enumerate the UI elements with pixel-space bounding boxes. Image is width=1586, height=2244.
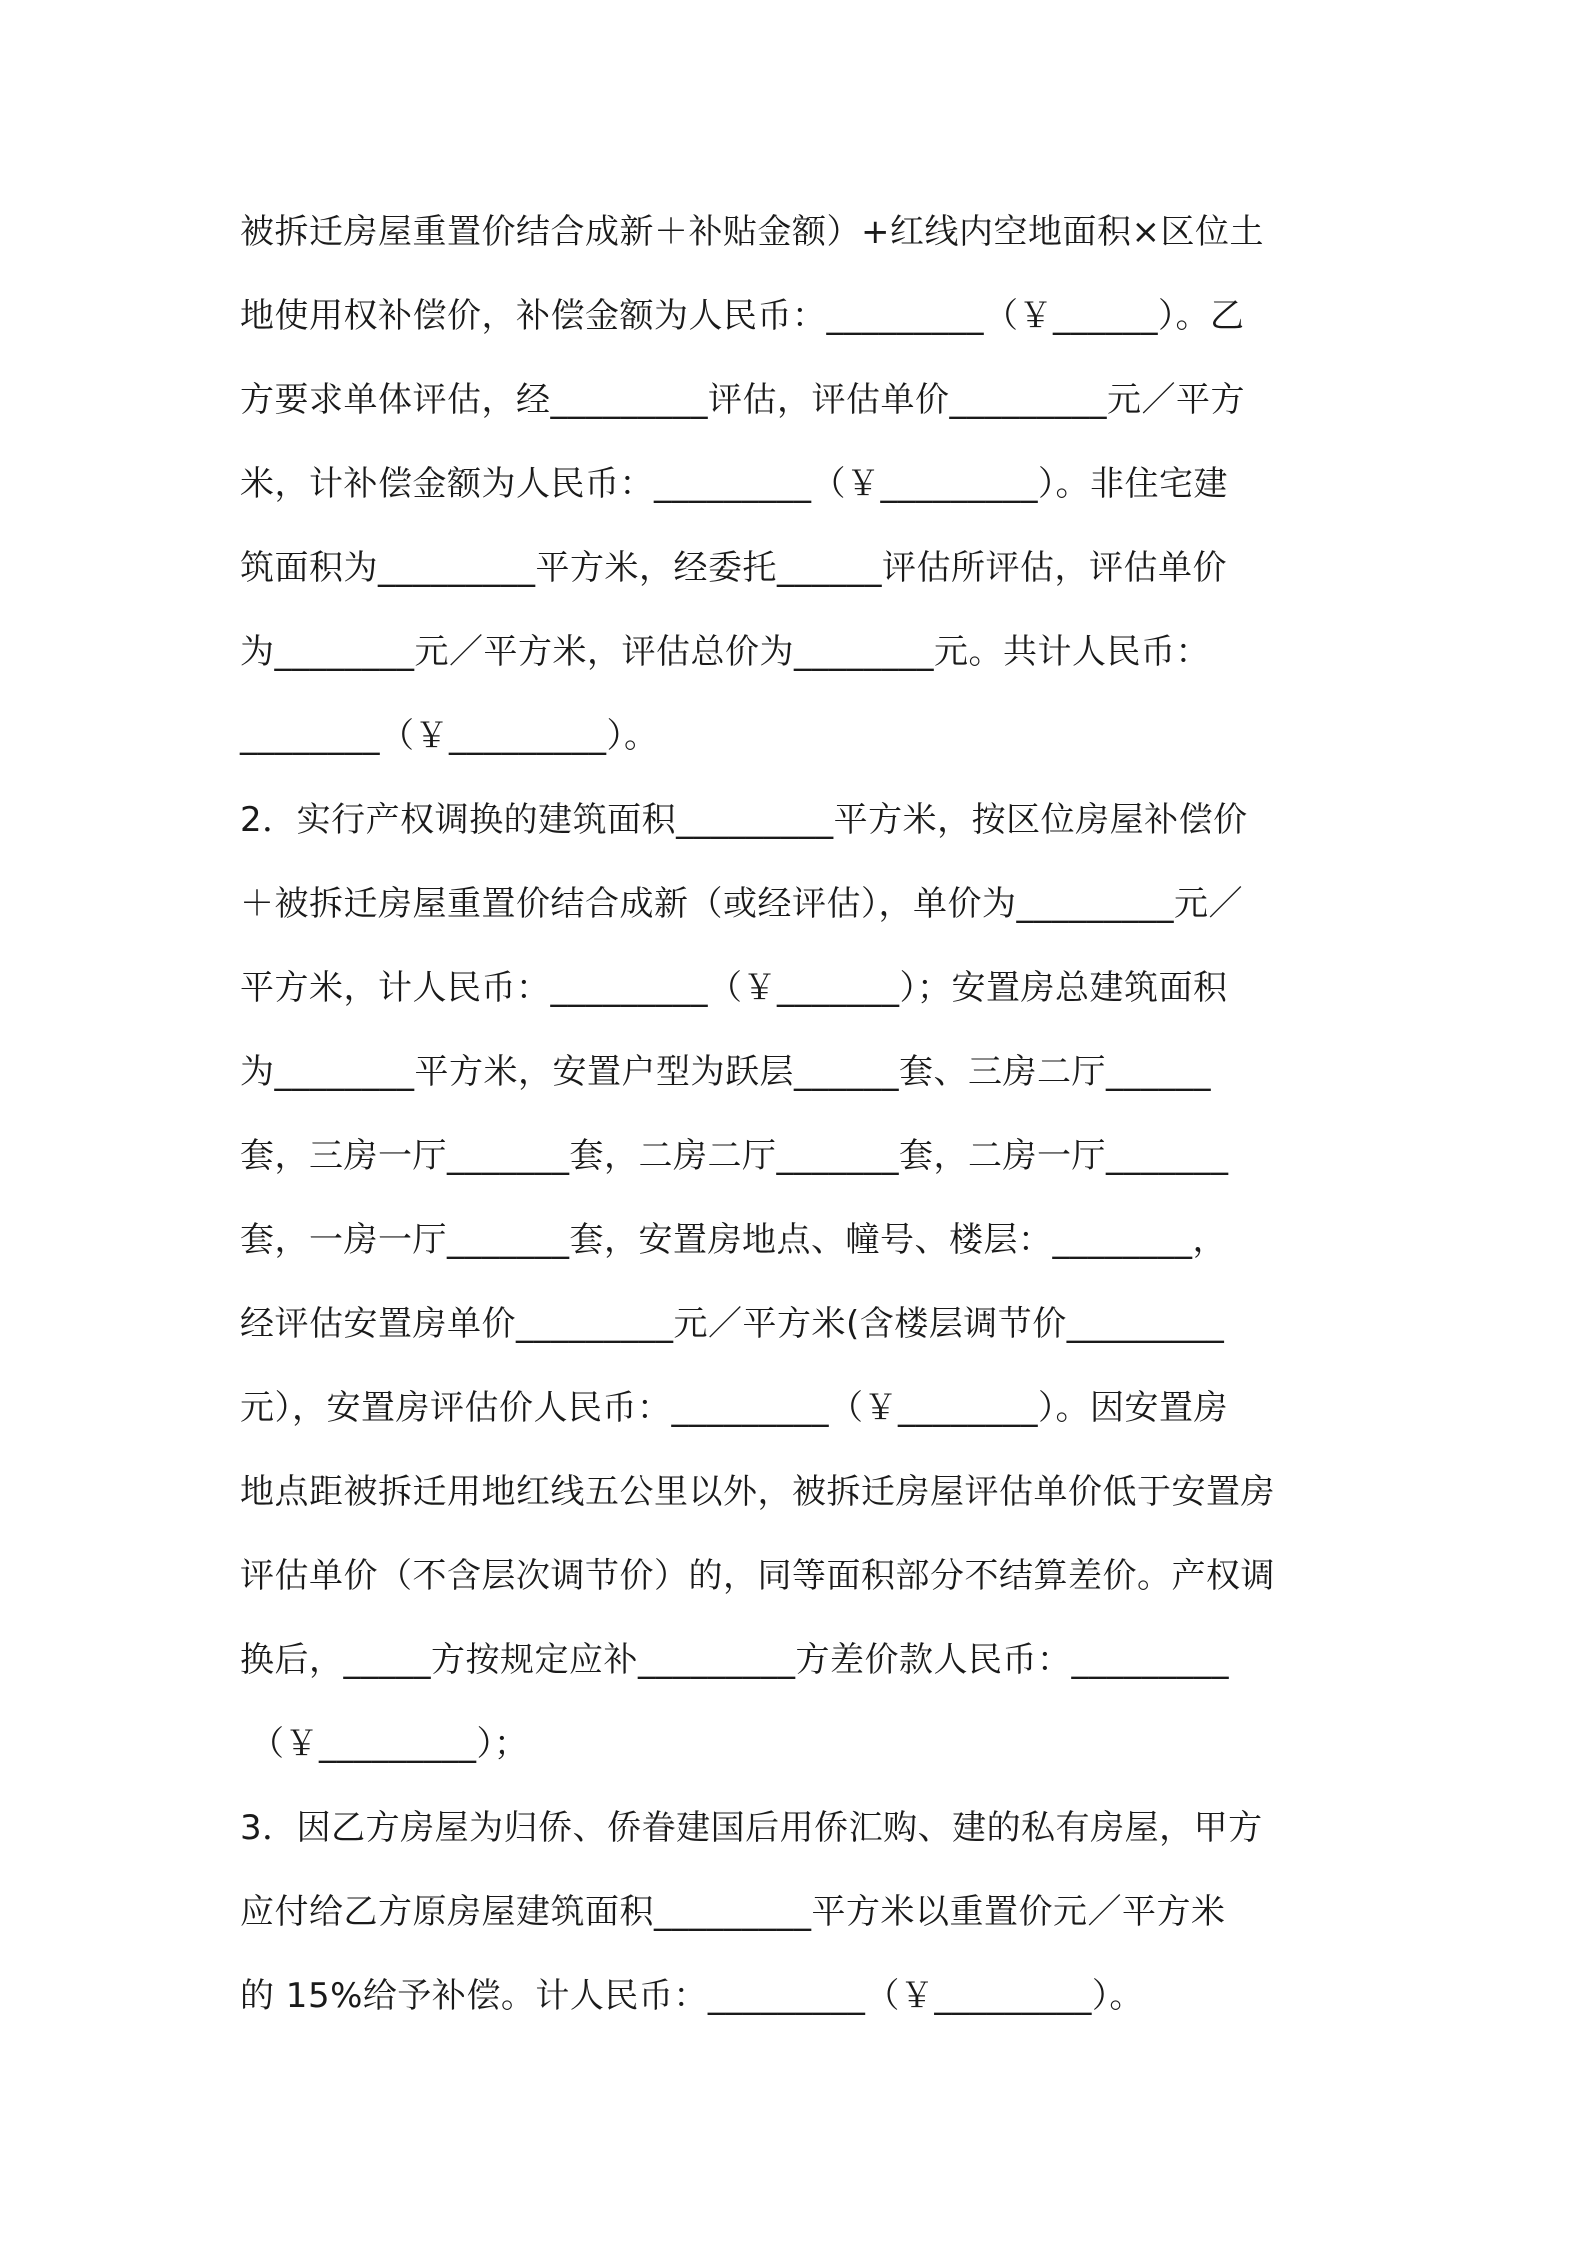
- text-line: 米，计补偿金额为人民币：_________（￥_________）。非住宅建: [240, 464, 1228, 504]
- text-line: ________（￥_________）。: [240, 716, 659, 756]
- text-line: 筑面积为_________平方米，经委托______评估所评估，评估单价: [240, 548, 1227, 588]
- text-line: 的 15%给予补偿。计人民币：_________（￥_________）。: [240, 1976, 1144, 2016]
- document-body: [240, 190, 1360, 2038]
- text-line: 平方米，计人民币：_________（￥_______）；安置房总建筑面积: [240, 968, 1228, 1008]
- text-line: 被拆迁房屋重置价结合成新＋补贴金额）+红线内空地面积×区位土: [240, 212, 1264, 252]
- text-line: 为________元／平方米，评估总价为________元。共计人民币：: [240, 632, 1210, 672]
- text-line: 地点距被拆迁用地红线五公里以外，被拆迁房屋评估单价低于安置房: [240, 1472, 1275, 1512]
- text-line: （￥_________）；: [250, 1724, 529, 1764]
- text-line: 元），安置房评估价人民币：_________（￥________）。因安置房: [240, 1388, 1228, 1428]
- text-line: 评估单价（不含层次调节价）的，同等面积部分不结算差价。产权调: [240, 1556, 1275, 1596]
- text-line: 套，三房一厅_______套，二房二厅_______套，二房一厅_______: [240, 1136, 1229, 1176]
- text-line: 地使用权补偿价，补偿金额为人民币：_________（￥______）。乙: [240, 296, 1245, 336]
- text-line: 为________平方米，安置户型为跃层______套、三房二厅______: [240, 1052, 1211, 1092]
- text-line: ＋被拆迁房屋重置价结合成新（或经评估），单价为_________元／: [240, 884, 1243, 924]
- text-line: 方要求单体评估，经_________评估，评估单价_________元／平方: [240, 380, 1245, 420]
- text-line: 套，一房一厅_______套，安置房地点、幢号、楼层：________，: [240, 1220, 1227, 1260]
- numbered-paragraph-3-start: 3．因乙方房屋为归侨、侨眷建国后用侨汇购、建的私有房屋，甲方: [240, 1808, 1263, 1848]
- text-line: 应付给乙方原房屋建筑面积_________平方米以重置价元／平方米: [240, 1892, 1226, 1932]
- text-line: 经评估安置房单价_________元／平方米(含楼层调节价_________: [240, 1304, 1225, 1344]
- text-line: 换后，_____方按规定应补_________方差价款人民币：_________: [240, 1640, 1229, 1680]
- numbered-paragraph-2-start: 2．实行产权调换的建筑面积_________平方米，按区位房屋补偿价: [240, 800, 1248, 840]
